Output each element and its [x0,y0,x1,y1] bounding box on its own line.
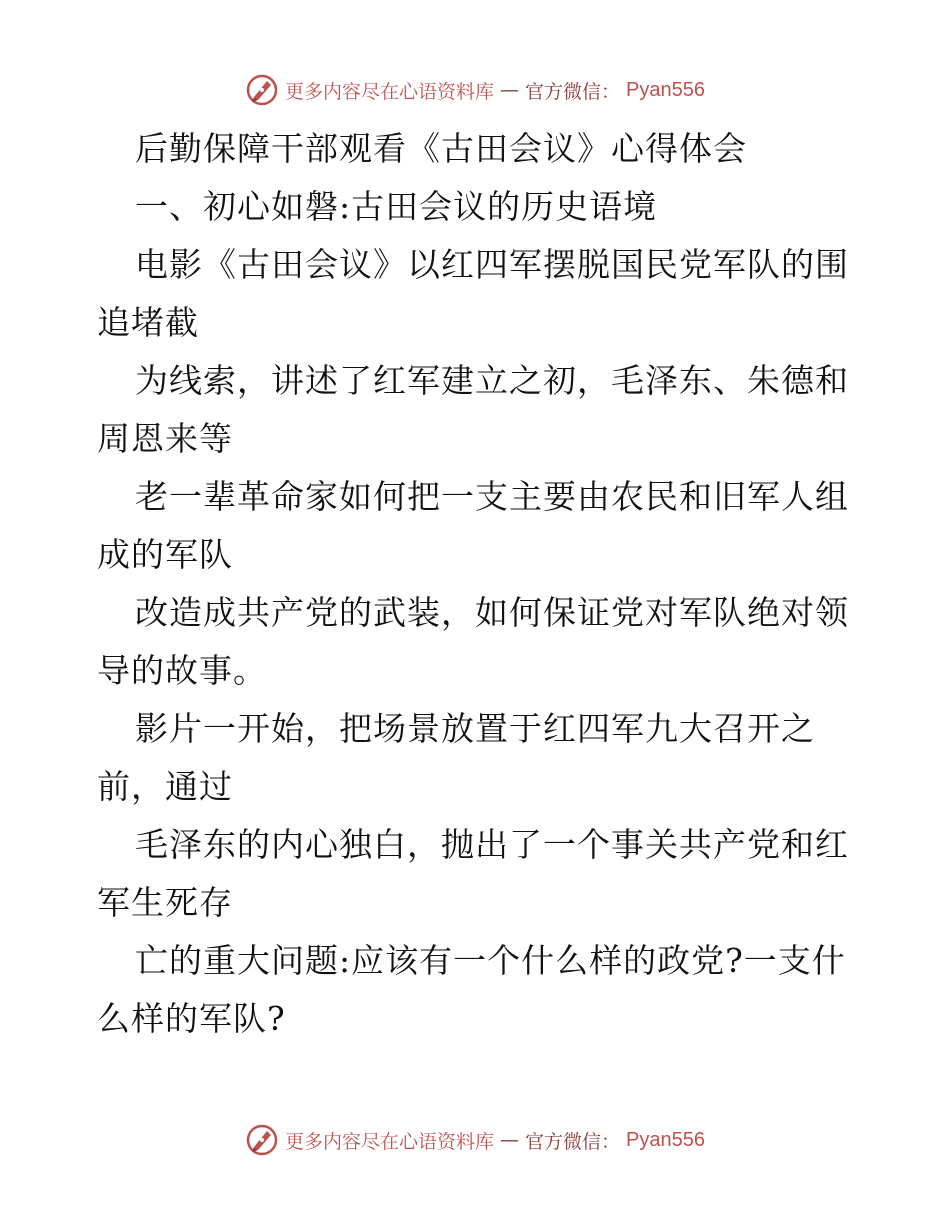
text-line: 导的故事。 [97,651,267,690]
text-line: 影片一开始，把场景放置于红四军九大召开之 [135,709,815,748]
banner-content [245,73,705,107]
text-line: 追堵截 [97,303,199,342]
text-line: 前，通过 [97,767,233,806]
document-title: 后勤保障干部观看《古田会议》心得体会 [135,129,747,168]
text-line: 改造成共产党的武装，如何保证党对军队绝对领 [135,593,849,632]
banner-wechat-handle: Pyan556 [626,1128,705,1151]
text-line: 军生死存 [97,883,233,922]
banner-content [245,1123,705,1157]
section-heading: 一、初心如磐:古田会议的历史语境 [135,187,658,226]
banner-text: 更多内容尽在心语资料库 [285,80,495,103]
footer-banner [0,1120,950,1160]
text-line: 毛泽东的内心独白，抛出了一个事关共产党和红 [135,825,849,864]
banner-wechat-handle: Pyan556 [626,78,705,101]
pen-circle-icon [245,1123,279,1157]
banner-separator: — [500,1129,520,1151]
banner-separator: — [500,79,520,101]
banner-wechat-label: 官方微信： [525,1130,621,1153]
banner-text: 更多内容尽在心语资料库 [285,1130,495,1153]
document-body [97,120,852,1048]
text-line: 亡的重大问题:应该有一个什么样的政党?一支什 [135,941,846,980]
text-line: 为线索，讲述了红军建立之初，毛泽东、朱德和 [135,361,849,400]
text-line: 成的军队 [97,535,233,574]
banner-wechat-label: 官方微信： [525,80,621,103]
paragraph-lines [97,236,852,1048]
text-line: 么样的军队? [97,999,286,1038]
text-line: 老一辈革命家如何把一支主要由农民和旧军人组 [135,477,849,516]
text-line: 周恩来等 [97,419,233,458]
text-line: 电影《古田会议》以红四军摆脱国民党军队的围 [135,245,849,284]
pen-circle-icon [245,73,279,107]
header-banner [0,70,950,110]
